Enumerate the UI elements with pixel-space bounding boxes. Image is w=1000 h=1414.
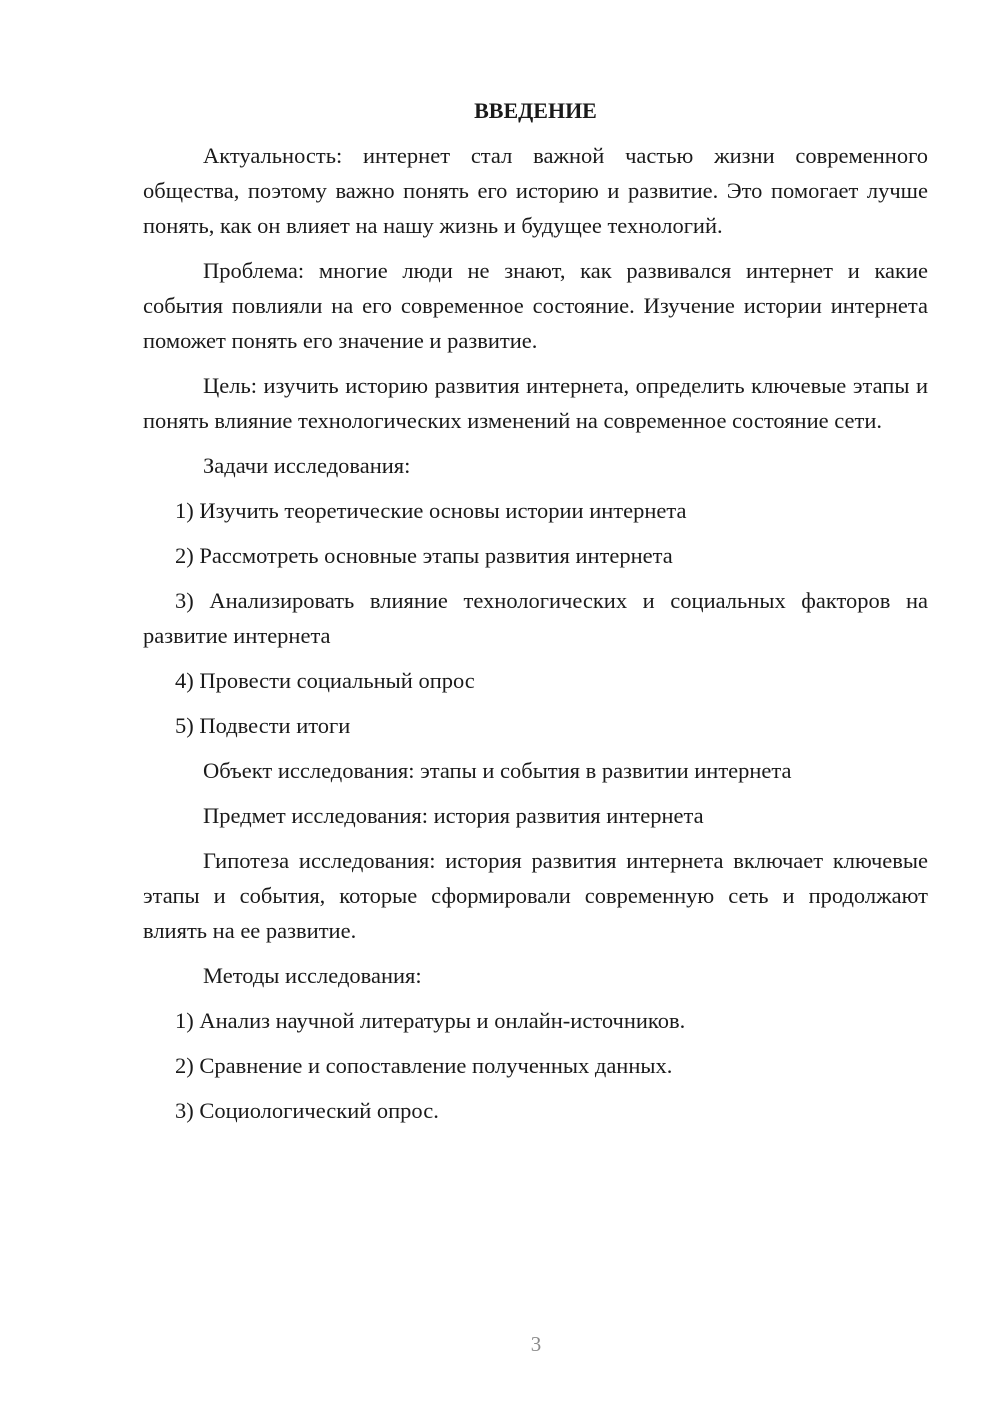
method-item-1: 1) Анализ научной литературы и онлайн-источников. xyxy=(175,1008,686,1033)
section-heading: ВВЕДЕНИЕ xyxy=(474,98,597,123)
methods-label: Методы исследования: xyxy=(203,963,422,988)
page-content xyxy=(143,96,928,1138)
task-item-2: 2) Рассмотреть основные этапы развития интернета xyxy=(175,543,673,568)
hypothesis-paragraph: Гипотеза исследования: история развития интернета включает ключевые этапы и события, которые сформировали современную сеть и продолжают влиять на ее развитие. xyxy=(143,848,928,943)
relevance-paragraph: Актуальность: интернет стал важной частью жизни современного общества, поэтому важно понять его историю и развитие. Это помогает лучше понять, как он влияет на нашу жизнь и будущее технологий. xyxy=(143,143,928,238)
goal-paragraph: Цель: изучить историю развития интернета, определить ключевые этапы и понять влияние технологических изменений на современное состояние сети. xyxy=(143,373,928,433)
object-line: Объект исследования: этапы и события в развитии интернета xyxy=(203,758,792,783)
method-item-3: 3) Социологический опрос. xyxy=(175,1098,439,1123)
task-item-3: 3) Анализировать влияние технологических и социальных факторов на развитие интернета xyxy=(143,588,928,648)
task-item-1: 1) Изучить теоретические основы истории интернета xyxy=(175,498,687,523)
task-item-5: 5) Подвести итоги xyxy=(175,713,351,738)
method-item-2: 2) Сравнение и сопоставление полученных данных. xyxy=(175,1053,673,1078)
problem-paragraph: Проблема: многие люди не знают, как развивался интернет и какие события повлияли на его современное состояние. Изучение истории интернета поможет понять его значение и развитие. xyxy=(143,258,928,353)
subject-line: Предмет исследования: история развития интернета xyxy=(203,803,704,828)
page-number: 3 xyxy=(530,1332,542,1356)
tasks-label: Задачи исследования: xyxy=(203,453,411,478)
task-item-4: 4) Провести социальный опрос xyxy=(175,668,475,693)
